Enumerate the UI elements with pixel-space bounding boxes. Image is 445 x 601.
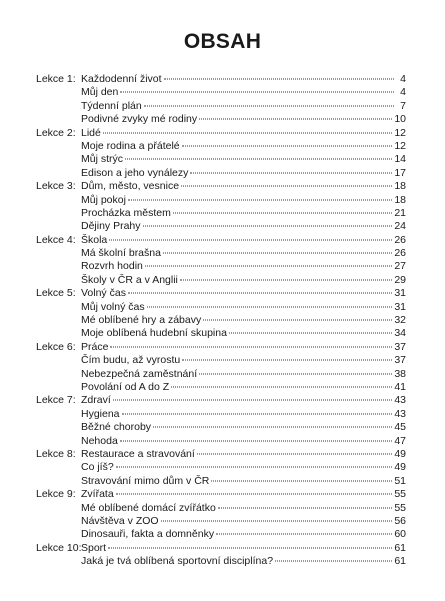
lesson-label: Lekce 2: [36,126,76,139]
entry-title: Běžné choroby [81,421,152,434]
toc-lesson [36,394,406,448]
page-number: 32 [394,314,406,327]
page-number: 31 [394,300,406,313]
dot-leader [182,145,393,146]
toc-entry[interactable] [81,528,406,541]
toc-entry[interactable] [81,488,406,501]
toc-entry[interactable] [81,167,406,180]
toc-lesson [36,234,406,288]
table-of-contents [36,73,406,568]
toc-entry[interactable] [81,381,406,394]
page-number: 14 [394,153,406,166]
page-number: 55 [394,501,406,514]
lesson-entries [81,234,406,288]
dot-leader [128,293,392,294]
dot-leader [216,534,392,535]
toc-entry[interactable] [81,73,406,86]
toc-entry[interactable] [81,247,406,260]
lesson-entries [81,127,406,181]
dot-leader [211,480,392,481]
page-number: 49 [394,461,406,474]
toc-entry[interactable] [81,542,406,555]
dot-leader [182,360,392,361]
entry-title: Škola [81,233,108,246]
page-number: 47 [394,434,406,447]
toc-entry[interactable] [81,314,406,327]
dot-leader [197,453,393,454]
dot-leader [153,427,392,428]
entry-title: Týdenní plán [81,99,142,112]
lesson-entries [81,542,406,569]
page-number: 10 [394,113,406,126]
page-number: 26 [394,247,406,260]
dot-leader [173,212,392,213]
page-number: 49 [394,447,406,460]
page-title: OBSAH [183,30,262,53]
entry-title: Mé oblíbené hry a zábavy [81,314,202,327]
toc-lesson [36,287,406,341]
lesson-label: Lekce 4: [36,233,76,246]
toc-entry[interactable] [81,502,406,515]
dot-leader [122,413,393,414]
toc-lesson [36,488,406,542]
dot-leader [120,92,394,93]
toc-entry[interactable] [81,341,406,354]
page-number: 18 [394,180,406,193]
dot-leader [199,373,392,374]
entry-title: Školy v ČR a v Anglii [81,273,178,286]
toc-entry[interactable] [81,260,406,273]
page-number: 4 [400,86,406,99]
dot-leader [218,507,392,508]
entry-title: Hygiena [81,407,120,420]
lesson-entries [81,180,406,234]
page-number: 31 [394,287,406,300]
page-number: 51 [394,474,406,487]
toc-entry[interactable] [81,327,406,340]
entry-title: Každodenní život [81,73,162,85]
toc-entry[interactable] [81,220,406,233]
page-number: 29 [394,273,406,286]
dot-leader [143,226,393,227]
toc-entry[interactable] [81,448,406,461]
toc-entry[interactable] [81,194,406,207]
page-number: 60 [394,528,406,541]
page-number: 45 [394,421,406,434]
lesson-label: Lekce 10: [36,541,82,554]
page-number: 17 [394,166,406,179]
page-number: 56 [394,514,406,527]
dot-leader [116,494,393,495]
toc-entry[interactable] [81,475,406,488]
page-number: 26 [394,233,406,246]
entry-title: Zvířata [81,488,114,501]
lesson-entries [81,448,406,488]
entry-title: Volný čas [81,287,126,300]
entry-title: Dům, město, vesnice [81,180,180,193]
dot-leader [145,266,392,267]
lesson-entries [81,394,406,448]
page-number: 37 [394,340,406,353]
dot-leader [164,79,394,80]
toc-entry[interactable] [81,180,406,193]
entry-title: Můj volný čas [81,300,145,313]
lesson-label: Lekce 1: [36,73,76,85]
dot-leader [144,105,394,106]
dot-leader [171,386,392,387]
toc-entry[interactable] [81,354,406,367]
page-number: 24 [394,220,406,233]
entry-title: Práce [81,340,109,353]
entry-title: Sport [81,541,107,554]
entry-title: Dinosauři, fakta a domněnky [81,528,215,541]
lesson-entries [81,488,406,542]
toc-lesson [36,73,406,127]
page-number: 37 [394,354,406,367]
entry-title: Edison a jeho vynálezy [81,166,189,179]
entry-title: Povolání od A do Z [81,380,170,393]
page-number: 43 [394,407,406,420]
entry-title: Nehoda [81,434,118,447]
dot-leader [147,306,393,307]
toc-entry[interactable] [81,421,406,434]
dot-leader [180,279,392,280]
page-number: 18 [394,193,406,206]
toc-entry[interactable] [81,234,406,247]
entry-title: Jaká je tvá oblíbená sportovní disciplína? [81,555,274,568]
page-number: 7 [400,99,406,112]
entry-title: Čím budu, až vyrostu [81,354,181,367]
lesson-label: Lekce 8: [36,447,76,460]
entry-title: Restaurace a stravování [81,447,195,460]
toc-entry[interactable] [81,394,406,407]
entry-title: Můj pokoj [81,193,126,206]
dot-leader [190,172,392,173]
dot-leader [116,467,393,468]
toc-entry[interactable] [81,100,406,113]
page-number: 55 [394,488,406,501]
entry-title: Moje rodina a přátelé [81,139,180,152]
page-number: 27 [394,260,406,273]
entry-title: Lidé [81,126,101,139]
dot-leader [163,253,392,254]
toc-entry[interactable] [81,127,406,140]
dot-leader [108,547,392,548]
toc-entry[interactable] [81,274,406,287]
toc-entry[interactable] [81,113,406,126]
entry-title: Můj strýc [81,153,123,166]
dot-leader [120,440,393,441]
dot-leader [110,346,392,347]
entry-title: Zdraví [81,394,111,407]
dot-leader [103,132,392,133]
dot-leader [203,320,392,321]
entry-title: Mé oblíbené domácí zvířátko [81,501,216,514]
toc-lesson [36,448,406,488]
lesson-entries [81,73,406,127]
lesson-label: Lekce 3: [36,180,76,193]
lesson-entries [81,287,406,341]
toc-entry[interactable] [81,86,406,99]
entry-title: Procházka městem [81,206,171,219]
entry-title: Co jíš? [81,461,114,474]
dot-leader [181,186,392,187]
dot-leader [275,561,392,562]
entry-title: Rozvrh hodin [81,260,143,273]
toc-lesson [36,542,406,569]
page-number: 43 [394,394,406,407]
toc-entry[interactable] [81,368,406,381]
toc-entry[interactable] [81,287,406,300]
toc-entry[interactable] [81,207,406,220]
toc-entry[interactable] [81,461,406,474]
page-number: 38 [394,367,406,380]
toc-entry[interactable] [81,301,406,314]
toc-entry[interactable] [81,153,406,166]
toc-lesson [36,127,406,181]
entry-title: Moje oblíbená hudební skupina [81,327,227,340]
dot-leader [128,199,392,200]
toc-entry[interactable] [81,408,406,421]
page-number: 61 [394,555,406,568]
toc-entry[interactable] [81,435,406,448]
dot-leader [161,520,393,521]
toc-lesson [36,180,406,234]
entry-title: Dějiny Prahy [81,220,141,233]
entry-title: Návštěva v ZOO [81,514,159,527]
entry-title: Nebezpečná zaměstnání [81,367,198,380]
lesson-label: Lekce 6: [36,340,76,353]
toc-entry[interactable] [81,555,406,568]
dot-leader [199,119,392,120]
page-number: 61 [394,541,406,554]
dot-leader [229,333,392,334]
lesson-label: Lekce 5: [36,287,76,300]
toc-lesson [36,341,406,395]
dot-leader [109,239,392,240]
entry-title: Stravování mimo dům v ČR [81,474,210,487]
page-number: 21 [394,206,406,219]
toc-entry[interactable] [81,515,406,528]
dot-leader [113,400,393,401]
toc-entry[interactable] [81,140,406,153]
page-number: 12 [394,139,406,152]
page-number: 41 [394,380,406,393]
page-number: 12 [394,126,406,139]
entry-title: Můj den [81,86,119,99]
dot-leader [125,159,392,160]
page-number: 4 [400,73,406,85]
lesson-label: Lekce 7: [36,394,76,407]
entry-title: Podivné zvyky mé rodiny [81,113,198,126]
entry-title: Má školní brašna [81,247,161,260]
lesson-label: Lekce 9: [36,488,76,501]
lesson-entries [81,341,406,395]
page-number: 34 [394,327,406,340]
